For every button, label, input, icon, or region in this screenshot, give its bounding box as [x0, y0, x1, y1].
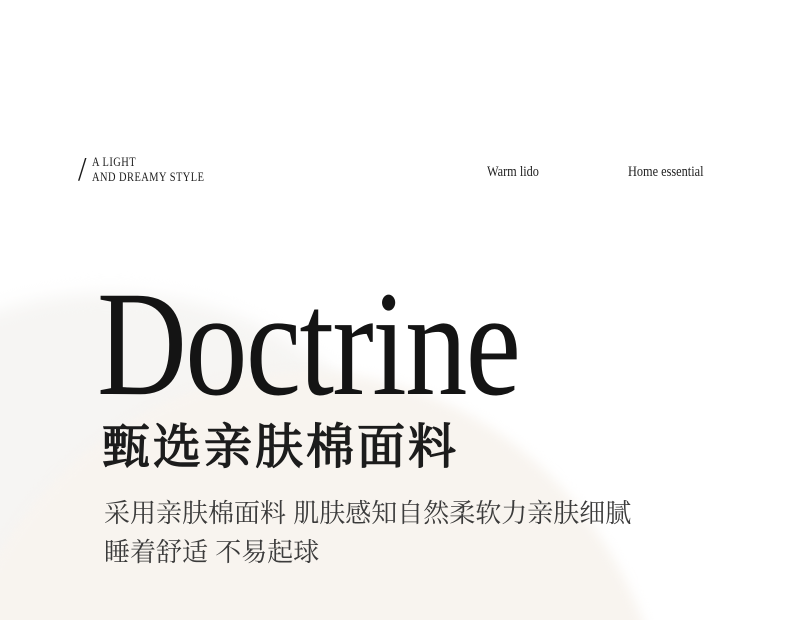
body-line-2: 睡着舒适 不易起球 [104, 537, 320, 567]
body-line-1: 采用亲肤棉面料 肌肤感知自然柔软力亲肤细腻 [104, 498, 632, 528]
tagline-line-1: A LIGHT [92, 154, 137, 169]
display-title: Doctrine [97, 261, 520, 427]
tagline-line-2: AND DREAMY STYLE [92, 169, 205, 184]
slash-icon: / [78, 151, 87, 188]
tagline [78, 152, 233, 186]
label-home-essential: Home essential [628, 164, 704, 180]
body-text [104, 494, 631, 572]
headline-chinese: 甄选亲肤棉面料 [102, 421, 460, 474]
tagline-lines [92, 152, 204, 184]
label-warm-lido: Warm lido [487, 164, 539, 180]
